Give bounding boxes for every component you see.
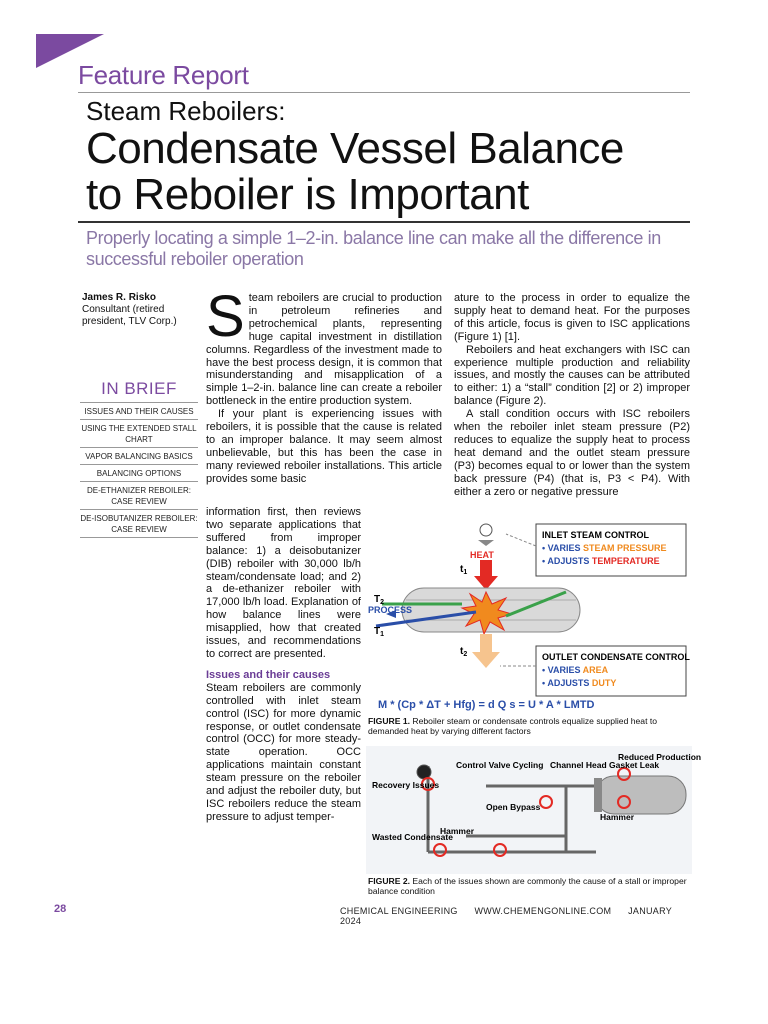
label-open-bypass: Open Bypass: [486, 802, 541, 812]
in-brief-item: ISSUES AND THEIR CAUSES: [80, 402, 198, 419]
body-paragraph: Steam reboilers are commonly controlled with inlet steam control (ISC) for more dynamic response, or outlet condensate control (OCC) for more steady-state operation. OCC applications maintain constant steam pressure on the reboiler and adjust the reboiler duty, but ISC reboilers reduce the steam pressure to adjust temper-: [206, 681, 361, 823]
outlet-varies-value: AREA: [582, 665, 609, 675]
in-brief-item: BALANCING OPTIONS: [80, 464, 198, 481]
body-paragraph: ature to the process in order to equalize the supply heat to demand heat. For the purposes of this article, focus is given to ISC applications (Figure 1) [1].: [454, 292, 690, 343]
label-reduced-production: Reduced Production: [618, 752, 702, 762]
inlet-control-title: INLET STEAM CONTROL: [542, 530, 649, 540]
article-deck: Properly locating a simple 1–2-in. balance line can make all the difference in successful reboiler operation: [86, 228, 661, 269]
valve-body-icon: [478, 540, 494, 546]
outlet-control-title: OUTLET CONDENSATE CONTROL: [542, 652, 690, 662]
figure-1-caption: [368, 716, 690, 736]
footer-url: WWW.CHEMENGONLINE.COM: [474, 906, 612, 916]
in-brief-item: USING THE EXTENDED STALL CHART: [80, 419, 198, 447]
in-brief-item: DE-ETHANIZER REBOILER: CASE REVIEW: [80, 481, 198, 509]
title-line-2: to Reboiler is Important: [86, 170, 529, 219]
inlet-adjusts-value: TEMPERATURE: [591, 556, 660, 566]
article-title: [86, 126, 624, 218]
outlet-adjusts-label: • ADJUSTS: [542, 678, 590, 688]
title-rule: [78, 221, 690, 223]
outlet-adjusts-value: DUTY: [591, 678, 617, 688]
exchanger-shell: [596, 776, 686, 814]
section-kicker: Feature Report: [78, 60, 249, 90]
inlet-varies-line: [542, 543, 667, 553]
T1-label: [374, 626, 384, 638]
label-channel-head-gasket-leak: Channel Head Gasket Leak: [550, 760, 660, 770]
T2-sub: 2: [380, 599, 385, 606]
t1-main: t: [460, 564, 464, 575]
control-valve-icon: [417, 765, 431, 779]
body-column-1: [206, 284, 442, 486]
t1-sub: 1: [463, 569, 468, 576]
in-brief-list: [80, 402, 198, 538]
valve-icon: [480, 524, 492, 536]
figure-2-diagram: [366, 746, 702, 874]
inlet-leader-line: [506, 534, 536, 546]
page-footer: [340, 906, 692, 926]
T1-sub: 1: [380, 631, 385, 638]
figure-2-label: FIGURE 2.: [368, 876, 411, 886]
drop-cap: S: [206, 284, 245, 349]
inlet-varies-value: STEAM PRESSURE: [583, 543, 667, 553]
t2-main: t: [460, 646, 464, 657]
figure-2: [366, 746, 702, 874]
figure-2-caption-text: Each of the issues shown are commonly the cause of a stall or improper balance condition: [368, 876, 687, 896]
channel-head: [594, 778, 602, 812]
outlet-varies-line: [542, 665, 609, 675]
footer-magazine: CHEMICAL ENGINEERING: [340, 906, 458, 916]
label-control-valve-cycling: Control Valve Cycling: [456, 760, 544, 770]
title-line-1: Condensate Vessel Balance: [86, 124, 624, 173]
T2-main: T: [374, 594, 381, 605]
figure-1: [366, 516, 692, 712]
figure-2-caption: [368, 876, 690, 896]
in-brief-item: DE-ISOBUTANIZER REBOILER: CASE REVIEW: [80, 509, 198, 538]
energy-equation: M * (Cp * ΔT + Hfg) = d Q s = U * A * LMTD: [378, 699, 595, 711]
outlet-varies-label: • VARIES: [542, 665, 581, 675]
label-hammer-left: Hammer: [440, 826, 475, 836]
heat-arrow-shaft: [480, 560, 492, 576]
body-column-1-narrow: [206, 506, 361, 824]
section-heading: Issues and their causes: [206, 668, 331, 681]
body-paragraph: If your plant is experiencing issues with reboilers, it is possible that the cause is related to an improper balance. It may seem almost unbelievable, but this has been the case in many reviewed reboiler installations. This article provides some basic: [206, 408, 442, 485]
article-subtitle: Steam Reboilers:: [86, 96, 286, 126]
process-label: PROCESS: [368, 605, 413, 615]
condensate-arrow-head: [472, 652, 500, 668]
paragraph-text: team reboilers are crucial to production in petroleum refineries and petrochemical plants, representing huge capital investment in distillation columns. Regardless of the investment made to have the best process design, it is common that misunderstanding and misapplication of a simple 1–2-in. balance line can create a reboiler bottleneck in the entire production system.: [206, 292, 442, 408]
label-recovery-issues: Recovery Issues: [372, 780, 440, 790]
body-paragraph: [206, 284, 442, 408]
body-column-2: [454, 292, 690, 499]
figure-1-label: FIGURE 1.: [368, 716, 411, 726]
heat-label: HEAT: [470, 550, 494, 560]
inlet-varies-label: • VARIES: [542, 543, 581, 553]
body-paragraph: information first, then reviews two separate applications that suffered from improper balance: 1) a deisobutanizer (DIB) reboiler with 30,000 lb/h steam/condensate load; and 2) a de-ethanizer reboiler with 17,000 lb/h load. Explanation of how balance lines were misapplied, how that created issues, and recommendations to correct are presented.: [206, 506, 361, 660]
body-paragraph: A stall condition occurs with ISC reboilers when the reboiler inlet steam pressure (P2) reduces to equalize the supply heat to process heat demand and the outlet steam pressure (P3) becomes equal to or lower than the system back pressure (P4) (that is, P3 < P4). With either a zero or negative pressure: [454, 408, 690, 498]
label-wasted-condensate: Wasted Condensate: [372, 832, 453, 842]
figure-1-diagram: [366, 516, 692, 712]
author-name: James R. Risko: [82, 292, 156, 303]
label-hammer-right: Hammer: [600, 812, 635, 822]
t2-label: [460, 646, 467, 658]
outlet-adjusts-line: [542, 678, 616, 688]
inlet-adjusts-line: [542, 556, 660, 566]
kicker-rule: [78, 92, 690, 93]
inlet-adjusts-label: • ADJUSTS: [542, 556, 590, 566]
author-block: [82, 292, 202, 328]
author-affiliation: Consultant (retired president, TLV Corp.): [82, 304, 177, 327]
T1-main: T: [374, 626, 381, 637]
figure-1-caption-text: Reboiler steam or condensate controls equalize supplied heat to demanded heat by varying different factors: [368, 716, 658, 736]
in-brief-item: VAPOR BALANCING BASICS: [80, 447, 198, 464]
footer-date: JANUARY 2024: [340, 906, 672, 926]
page-number: 28: [54, 903, 67, 915]
body-paragraph: Reboilers and heat exchangers with ISC can experience multiple production and reliability issues, and mostly the causes can be attributed to either: 1) a “stall” condition [2] or 2) improper balance (Figure 2).: [454, 343, 690, 408]
t1-label: [460, 564, 467, 576]
t2-sub: 2: [463, 651, 468, 658]
in-brief-title: IN BRIEF: [101, 379, 177, 398]
condensate-arrow-shaft: [480, 634, 492, 652]
